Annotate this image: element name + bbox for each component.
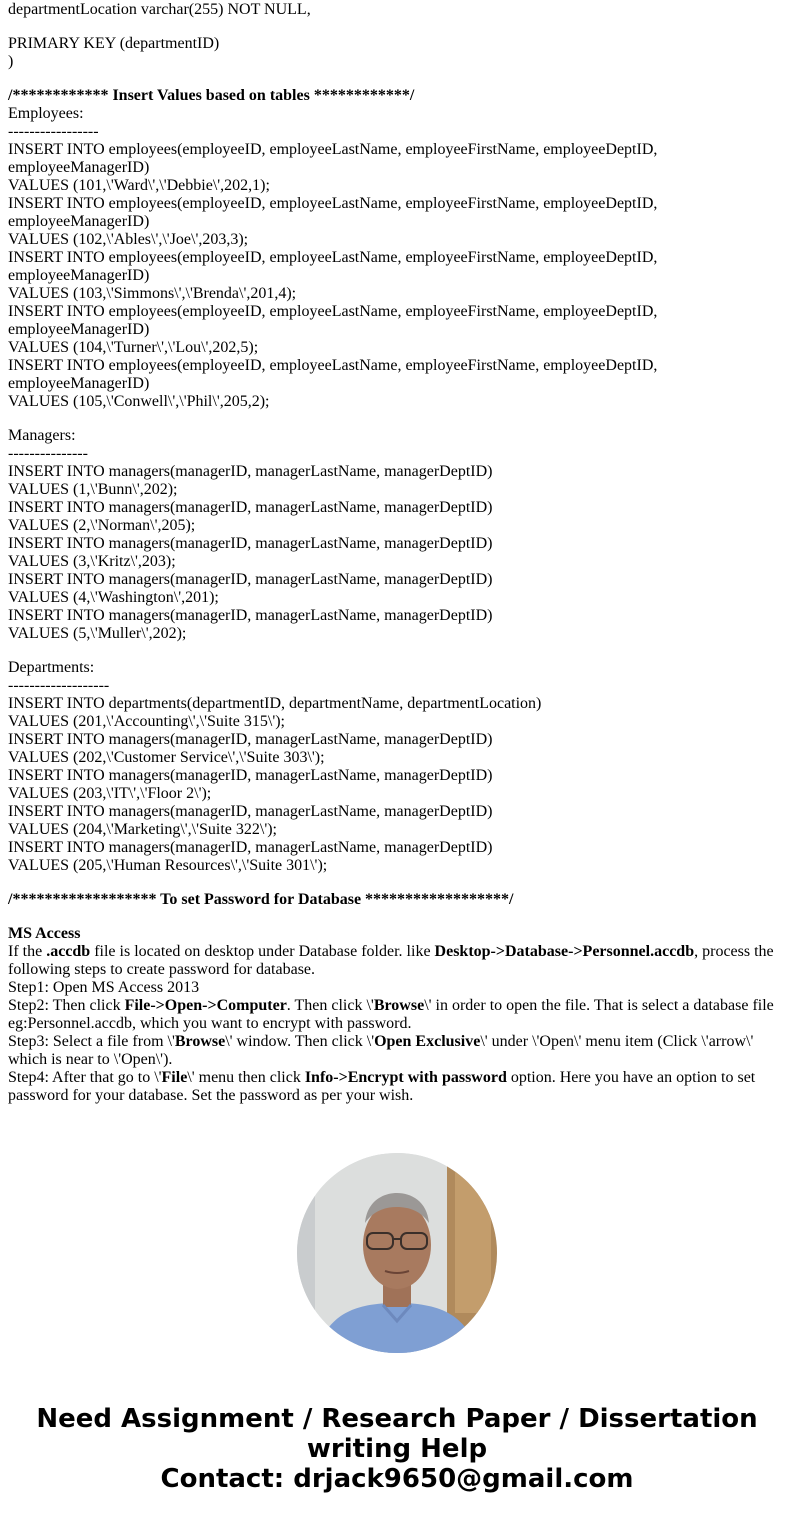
spacer bbox=[8, 71, 786, 87]
promo-line-1: Need Assignment / Research Paper / Dissertation bbox=[36, 1404, 758, 1434]
values-statement: VALUES (205,\'Human Resources\',\'Suite 301\'); bbox=[8, 857, 328, 874]
values-statement: VALUES (103,\'Simmons\',\'Brenda\',201,4); bbox=[8, 285, 297, 302]
step-4: Step4: After that go to \'File\' menu then click Info->Encrypt with password option. Here you have an option to set password for your database. Set the password as per your wish. bbox=[8, 1069, 756, 1104]
values-statement: VALUES (3,\'Kritz\',203); bbox=[8, 553, 176, 570]
insert-statement: INSERT INTO managers(managerID, managerLastName, managerDeptID) bbox=[8, 571, 493, 588]
insert-statement: INSERT INTO employees(employeeID, employeeLastName, employeeFirstName, employeeDeptID, bbox=[8, 357, 658, 374]
employees-statements bbox=[8, 141, 786, 411]
managers-title: Managers: bbox=[8, 427, 76, 444]
spacer bbox=[8, 909, 786, 925]
departments-title: Departments: bbox=[8, 659, 95, 676]
promo-contact: Contact: drjack9650@gmail.com bbox=[160, 1464, 634, 1494]
insert-statement: INSERT INTO departments(departmentID, departmentName, departmentLocation) bbox=[8, 695, 542, 712]
author-avatar bbox=[297, 1153, 497, 1353]
values-statement: VALUES (203,\'IT\',\'Floor 2\'); bbox=[8, 785, 212, 802]
values-statement: VALUES (4,\'Washington\',201); bbox=[8, 589, 219, 606]
insert-statement: INSERT INTO managers(managerID, managerLastName, managerDeptID) bbox=[8, 607, 493, 624]
managers-rule: --------------- bbox=[8, 445, 88, 462]
spacer bbox=[8, 643, 786, 659]
ms-access-title: MS Access bbox=[8, 925, 81, 942]
insert-statement-continuation: employeeManagerID) bbox=[8, 213, 150, 230]
insert-statement: INSERT INTO employees(employeeID, employeeLastName, employeeFirstName, employeeDeptID, bbox=[8, 141, 658, 158]
departments-rule: ------------------- bbox=[8, 677, 110, 694]
ms-access-intro: If the .accdb file is located on desktop under Database folder. like Desktop->Database->Personnel.accdb, process the following steps to create password for database. bbox=[8, 943, 774, 978]
values-statement: VALUES (201,\'Accounting\',\'Suite 315\'); bbox=[8, 713, 285, 730]
employees-title: Employees: bbox=[8, 105, 84, 122]
password-heading: /****************** To set Password for Database ******************/ bbox=[8, 891, 514, 908]
promo-line-2: writing Help bbox=[306, 1434, 488, 1464]
values-statement: VALUES (1,\'Bunn\',202); bbox=[8, 481, 178, 498]
values-statement: VALUES (204,\'Marketing\',\'Suite 322\'); bbox=[8, 821, 277, 838]
values-statement: VALUES (202,\'Customer Service\',\'Suite 303\'); bbox=[8, 749, 325, 766]
spacer bbox=[8, 19, 786, 35]
step-2: Step2: Then click File->Open->Computer. Then click \'Browse\' in order to open the file. That is select a database file eg:Personnel.accdb, which you want to encrypt with password. bbox=[8, 997, 774, 1032]
insert-statement-continuation: employeeManagerID) bbox=[8, 375, 150, 392]
author-portrait-illustration bbox=[297, 1153, 497, 1353]
step-1: Step1: Open MS Access 2013 bbox=[8, 979, 200, 996]
values-statement: VALUES (104,\'Turner\',\'Lou\',202,5); bbox=[8, 339, 259, 356]
insert-statement: INSERT INTO managers(managerID, managerLastName, managerDeptID) bbox=[8, 535, 493, 552]
managers-statements bbox=[8, 463, 786, 643]
insert-statement: INSERT INTO managers(managerID, managerLastName, managerDeptID) bbox=[8, 803, 493, 820]
insert-statement: INSERT INTO managers(managerID, managerLastName, managerDeptID) bbox=[8, 463, 493, 480]
insert-statement: INSERT INTO employees(employeeID, employeeLastName, employeeFirstName, employeeDeptID, bbox=[8, 303, 658, 320]
insert-values-heading: /************ Insert Values based on tables ************/ bbox=[8, 87, 415, 104]
values-statement: VALUES (5,\'Muller\',202); bbox=[8, 625, 187, 642]
insert-statement-continuation: employeeManagerID) bbox=[8, 321, 150, 338]
step-3: Step3: Select a file from \'Browse\' window. Then click \'Open Exclusive\' under \'Open\' menu item (Click \'arrow\' which is near to \'Open\'). bbox=[8, 1033, 754, 1068]
insert-statement-continuation: employeeManagerID) bbox=[8, 159, 150, 176]
values-statement: VALUES (101,\'Ward\',\'Debbie\',202,1); bbox=[8, 177, 270, 194]
document-body bbox=[8, 1, 786, 1105]
insert-statement: INSERT INTO managers(managerID, managerLastName, managerDeptID) bbox=[8, 499, 493, 516]
schema-line: departmentLocation varchar(255) NOT NULL, bbox=[8, 1, 311, 18]
schema-line: ) bbox=[8, 53, 14, 70]
insert-statement: INSERT INTO managers(managerID, managerLastName, managerDeptID) bbox=[8, 839, 493, 856]
values-statement: VALUES (105,\'Conwell\',\'Phil\',205,2); bbox=[8, 393, 270, 410]
insert-statement: INSERT INTO employees(employeeID, employeeLastName, employeeFirstName, employeeDeptID, bbox=[8, 195, 658, 212]
schema-line: PRIMARY KEY (departmentID) bbox=[8, 35, 220, 52]
spacer bbox=[8, 875, 786, 891]
insert-statement-continuation: employeeManagerID) bbox=[8, 267, 150, 284]
departments-statements bbox=[8, 695, 786, 875]
values-statement: VALUES (102,\'Ables\',\'Joe\',203,3); bbox=[8, 231, 249, 248]
insert-statement: INSERT INTO employees(employeeID, employeeLastName, employeeFirstName, employeeDeptID, bbox=[8, 249, 658, 266]
values-statement: VALUES (2,\'Norman\',205); bbox=[8, 517, 196, 534]
spacer bbox=[8, 411, 786, 427]
employees-rule: ----------------- bbox=[8, 123, 99, 140]
insert-statement: INSERT INTO managers(managerID, managerLastName, managerDeptID) bbox=[8, 767, 493, 784]
insert-statement: INSERT INTO managers(managerID, managerLastName, managerDeptID) bbox=[8, 731, 493, 748]
promo-banner bbox=[0, 1404, 794, 1494]
